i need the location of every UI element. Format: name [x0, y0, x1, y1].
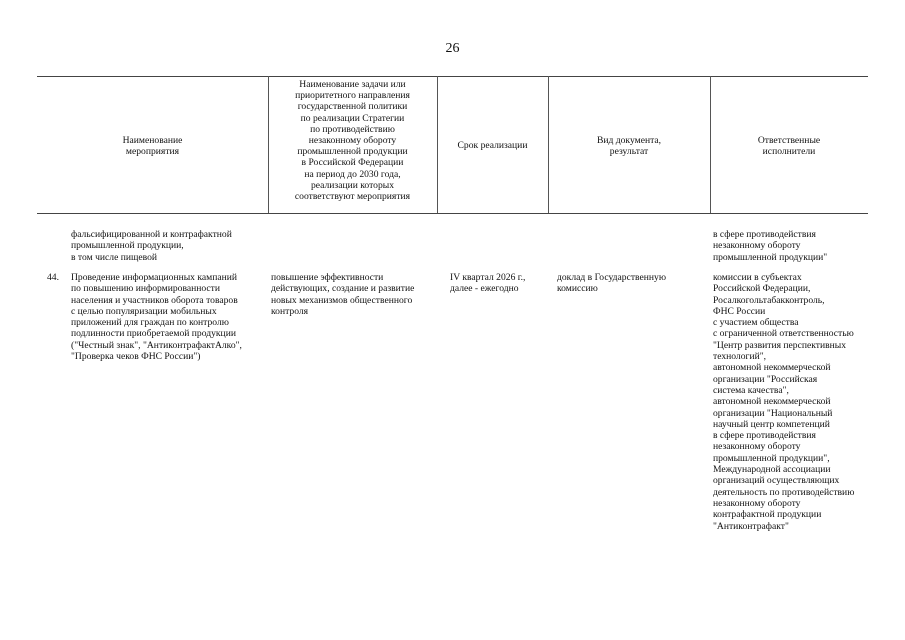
row-document-result: доклад в Государственную комиссию [557, 272, 667, 295]
row-number: 44. [47, 272, 59, 283]
continuation-event-text: фальсифицированной и контрафактной промышленной продукции, в том числе пищевой [71, 229, 232, 263]
row-responsible: комиссии в субъектах Российской Федерации, Росалкогольтабакконтроль, ФНС России с участием общества с ограниченной ответственностью "Центр развития перспективных технологий", автономной некоммерческой организации "Российская система качества", автономной некоммерческой организации "Национальный научный центр компетенций в сфере противодействия незаконному обороту промышленной продукции", Международной ассоциации организаций осуществляющих деятельность по противодействию незаконному обороту контрафактной продукции "Антиконтрафакт" [713, 272, 855, 532]
header-responsible: Ответственные исполнители [757, 135, 821, 158]
page-number: 26 [445, 41, 460, 56]
header-implementation-period: Срок реализации [457, 140, 528, 151]
continuation-responsible-text: в сфере противодействия незаконному обороту промышленной продукции" [713, 229, 828, 263]
header-task-direction: Наименование задачи или приоритетного направления государственной политики по реализации Стратегии по противодействию незаконному обороту промышленной продукции в Российской Федерации на период до 2030 года, реализации которых соответствуют мероприятия [294, 79, 411, 203]
header-bottom-rule [37, 213, 868, 214]
header-document-result: Вид документа, результат [596, 135, 662, 158]
row-task-direction: повышение эффективности действующих, создание и развитие новых механизмов общественного контроля [271, 272, 415, 317]
row-implementation-period: IV квартал 2026 г., далее - ежегодно [450, 272, 526, 295]
header-event-name: Наименование мероприятия [122, 135, 183, 158]
table-top-rule [37, 76, 868, 77]
row-event-name: Проведение информационных кампаний по повышению информированности населения и участников оборота товаров с целью популяризации мобильных приложений для граждан по контролю подлинности приобретаемой продукции ("Честный знак", "АнтиконтрафактАлко", "Проверка чеков ФНС России") [71, 272, 242, 363]
